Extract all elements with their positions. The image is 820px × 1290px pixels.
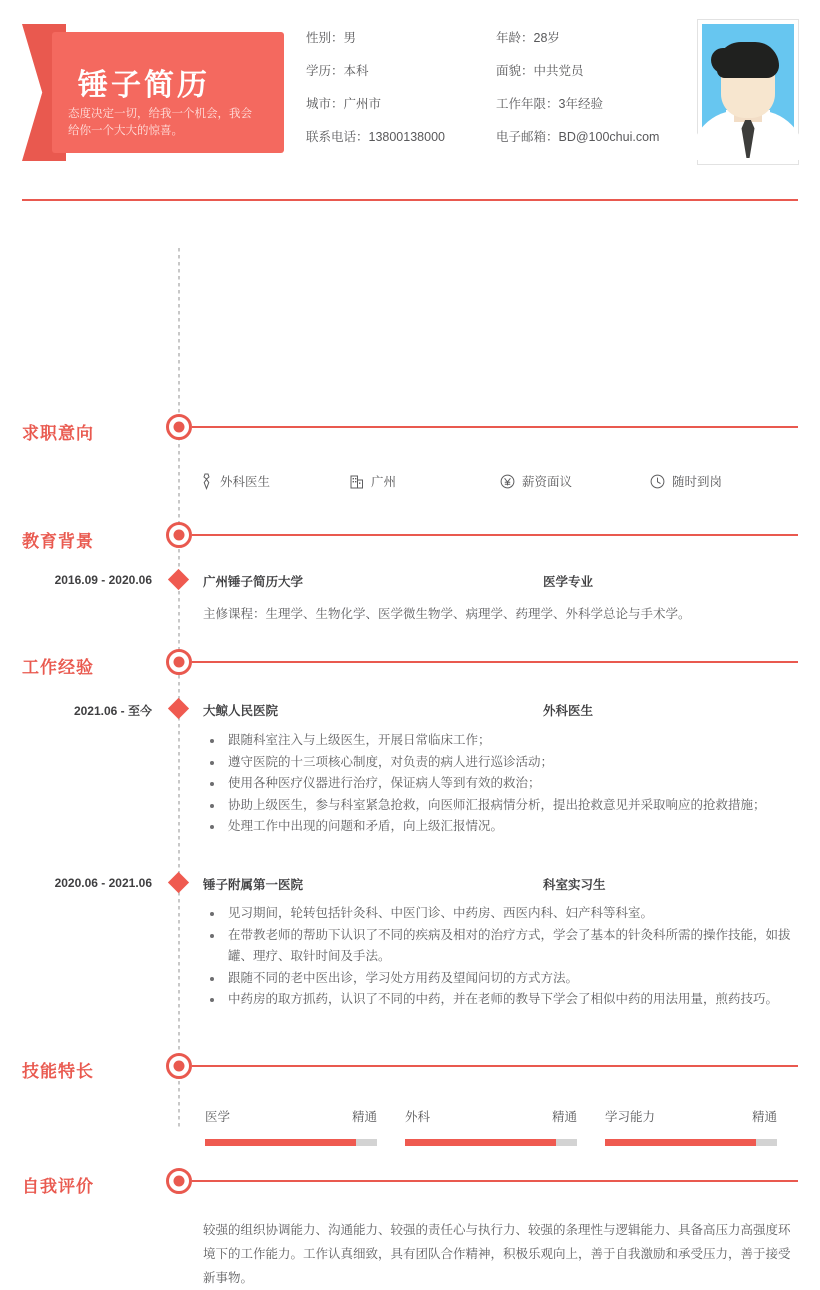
avatar-illustration — [702, 24, 794, 160]
work-duty-item: 处理工作中出现的问题和矛盾，向上级汇报情况。 — [206, 816, 801, 838]
clock-icon — [650, 474, 665, 489]
skill-item — [205, 1107, 377, 1146]
info-email: 电子邮箱：BD@100chui.com — [496, 130, 660, 144]
section-rule-skills — [192, 1065, 798, 1067]
education-date: 2016.09 - 2020.06 — [54, 573, 152, 587]
entry-diamond-marker — [168, 569, 189, 590]
work-duty-item: 使用各种医疗仪器进行治疗，保证病人等到有效的救治； — [206, 773, 801, 795]
entry-diamond-marker — [168, 698, 189, 719]
skill-head — [405, 1107, 577, 1125]
work-duty-item: 协助上级医生，参与科室紧急抢救，向医师汇报病情分析，提出抢救意见并采取响应的抢救措施； — [206, 795, 801, 817]
work-duty-list — [206, 730, 801, 838]
section-title-job-intention: 求职意向 — [22, 424, 94, 443]
work-company: 大鲸人民医院 — [203, 704, 279, 718]
section-marker-education — [166, 522, 192, 548]
skill-progress-fill — [605, 1139, 756, 1146]
section-marker-self-evaluation — [166, 1168, 192, 1194]
work-duty-item: 跟随科室注入与上级医生，开展日常临床工作； — [206, 730, 801, 752]
job-intention-availability-label: 随时到岗 — [672, 475, 723, 489]
section-rule-job-intention — [192, 426, 798, 428]
tie-icon — [200, 473, 213, 490]
section-rule-self-evaluation — [192, 1180, 798, 1182]
self-evaluation-text: 较强的组织协调能力、沟通能力、较强的责任心与执行力、较强的条理性与逻辑能力、具备高压力高强度环境下的工作能力。工作认真细致，具有团队合作精神，积极乐观向上，善于自我激励和承受压力，善于接受新事物。 — [203, 1223, 791, 1285]
section-title-work: 工作经验 — [22, 658, 94, 677]
job-intention-salary-label: 薪资面议 — [522, 475, 573, 489]
section-marker-job-intention — [166, 414, 192, 440]
work-duty-item: 遵守医院的十三项核心制度，对负责的病人进行巡诊活动； — [206, 752, 801, 774]
skill-item — [405, 1107, 577, 1146]
job-intention-salary — [500, 472, 650, 490]
entry-diamond-marker — [168, 872, 189, 893]
skill-name: 医学 — [205, 1110, 231, 1124]
info-row — [306, 63, 678, 96]
info-row — [306, 96, 678, 129]
job-intention-city-label: 广州 — [371, 475, 397, 489]
skill-level: 精通 — [551, 1110, 577, 1124]
info-city: 城市：广州市 — [306, 97, 382, 111]
skill-head — [205, 1107, 377, 1125]
skill-progress-track — [205, 1139, 377, 1146]
name-ribbon — [22, 24, 284, 161]
building-icon — [350, 474, 364, 489]
skill-name: 学习能力 — [605, 1110, 656, 1124]
section-title-skills: 技能特长 — [22, 1062, 94, 1081]
work-position: 科室实习生 — [543, 878, 606, 892]
skill-head — [605, 1107, 777, 1125]
job-intention-position-label: 外科医生 — [220, 475, 271, 489]
section-title-education: 教育背景 — [22, 532, 94, 551]
work-company: 锤子附属第一医院 — [203, 878, 304, 892]
info-row — [306, 129, 678, 162]
skill-progress-fill — [405, 1139, 556, 1146]
education-school: 广州锤子简历大学 — [203, 575, 304, 589]
section-marker-work — [166, 649, 192, 675]
job-intention-availability — [650, 472, 800, 490]
work-position: 外科医生 — [543, 704, 594, 718]
yuan-icon — [500, 474, 515, 489]
job-intention-position — [200, 472, 350, 490]
avatar-hair — [717, 42, 779, 78]
section-rule-education — [192, 534, 798, 536]
avatar — [697, 19, 799, 165]
info-phone: 联系电话：13800138000 — [306, 130, 445, 144]
personal-info-grid — [306, 30, 678, 162]
candidate-name: 锤子简历 — [78, 69, 210, 102]
info-experience-years: 工作年限：3年经验 — [496, 97, 603, 111]
info-education: 学历：本科 — [306, 64, 369, 78]
work-duty-item: 在带教老师的帮助下认识了不同的疾病及相对的治疗方式，学会了基本的针灸科所需的操作技能，如拔罐、理疗、取针时间及手法。 — [206, 925, 801, 968]
header-divider — [22, 199, 798, 201]
work-date: 2020.06 - 2021.06 — [54, 876, 152, 890]
skill-item — [605, 1107, 777, 1146]
work-duty-item: 中药房的取方抓药，认识了不同的中药，并在老师的教导下学会了相似中药的用法用量，煎药技巧。 — [206, 989, 801, 1011]
info-age: 年龄：28岁 — [496, 31, 560, 45]
education-major: 医学专业 — [543, 575, 594, 589]
info-political-status: 面貌：中共党员 — [496, 64, 584, 78]
section-rule-work — [192, 661, 798, 663]
info-gender: 性别：男 — [306, 31, 357, 45]
skill-progress-track — [405, 1139, 577, 1146]
info-row — [306, 30, 678, 63]
skill-level: 精通 — [351, 1110, 377, 1124]
section-marker-skills — [166, 1053, 192, 1079]
timeline-connector — [178, 248, 180, 1128]
work-duty-item: 见习期间，轮转包括针灸科、中医门诊、中药房、西医内科、妇产科等科室。 — [206, 903, 801, 925]
skill-level: 精通 — [751, 1110, 777, 1124]
work-date: 2021.06 - 至今 — [73, 704, 152, 718]
skill-progress-fill — [205, 1139, 356, 1146]
job-intention-city — [350, 472, 500, 490]
candidate-slogan: 态度决定一切，给我一个机会，我会给你一个大大的惊喜。 — [68, 108, 252, 137]
job-intention-list — [200, 472, 800, 490]
work-duty-list — [206, 903, 801, 1011]
skill-name: 外科 — [405, 1110, 431, 1124]
education-courses: 主修课程：生理学、生物化学、医学微生物学、病理学、药理学、外科学总论与手术学。 — [203, 607, 691, 621]
skill-progress-track — [605, 1139, 777, 1146]
work-duty-item: 跟随不同的老中医出诊，学习处方用药及望闻问切的方式方法。 — [206, 968, 801, 990]
section-title-self-evaluation: 自我评价 — [22, 1177, 94, 1196]
resume-header — [0, 0, 820, 182]
